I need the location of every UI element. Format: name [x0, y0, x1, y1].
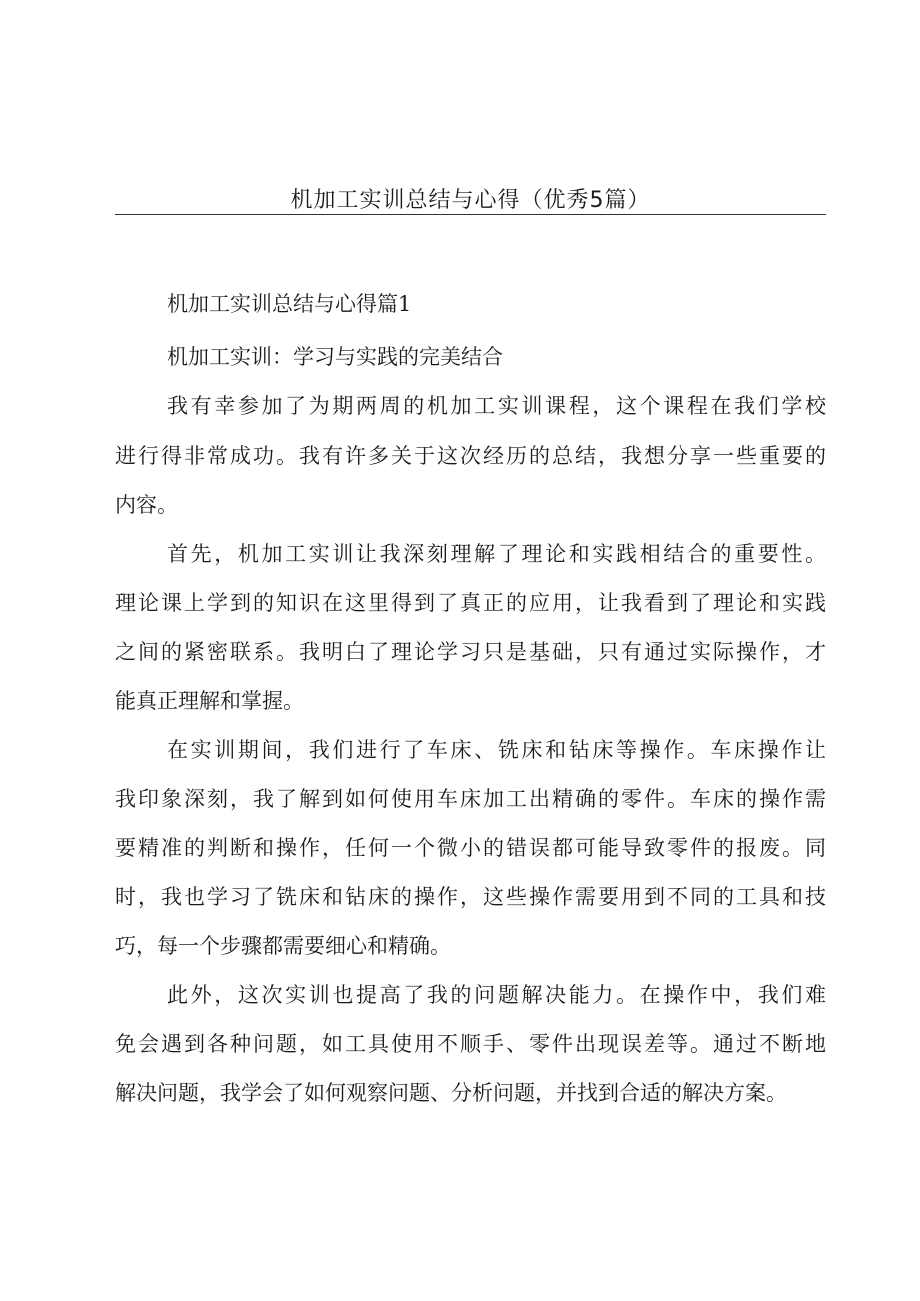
paragraph-line: 进行得非常成功。我有许多关于这次经历的总结，我想分享一些重要的 — [115, 444, 826, 468]
paragraph-line: 首先，机加工实训让我深刻理解了理论和实践相结合的重要性。 — [167, 542, 826, 566]
section-subtitle: 机加工实训：学习与实践的完美结合 — [167, 345, 503, 369]
paragraph-line: 之间的紧密联系。我明白了理论学习只是基础，只有通过实际操作，才 — [115, 640, 826, 664]
section-heading: 机加工实训总结与心得篇1 — [167, 292, 412, 316]
paragraph-line: 此外，这次实训也提高了我的问题解决能力。在操作中，我们难 — [167, 983, 826, 1007]
paragraph-line: 能真正理解和掌握。 — [115, 689, 304, 713]
paragraph-line: 解决问题，我学会了如何观察问题、分析问题，并找到合适的解决方案。 — [115, 1081, 787, 1105]
paragraph-line: 免会遇到各种问题，如工具使用不顺手、零件出现误差等。通过不断地 — [115, 1032, 826, 1056]
paragraph-line: 要精准的判断和操作，任何一个微小的错误都可能导致零件的报废。同 — [115, 836, 826, 860]
paragraph-line: 时，我也学习了铣床和钻床的操作，这些操作需要用到不同的工具和技 — [115, 885, 826, 909]
paragraph-line: 巧，每一个步骤都需要细心和精确。 — [115, 934, 451, 958]
paragraph-line: 在实训期间，我们进行了车床、铣床和钻床等操作。车床操作让 — [167, 738, 826, 762]
paragraph-line: 我有幸参加了为期两周的机加工实训课程，这个课程在我们学校 — [167, 394, 826, 418]
paragraph-line: 理论课上学到的知识在这里得到了真正的应用，让我看到了理论和实践 — [115, 591, 826, 615]
title-underline — [115, 214, 826, 215]
paragraph-line: 内容。 — [115, 493, 178, 517]
document-title: 机加工实训总结与心得（优秀5篇） — [290, 188, 651, 213]
paragraph-line: 我印象深刻，我了解到如何使用车床加工出精确的零件。车床的操作需 — [115, 787, 826, 811]
